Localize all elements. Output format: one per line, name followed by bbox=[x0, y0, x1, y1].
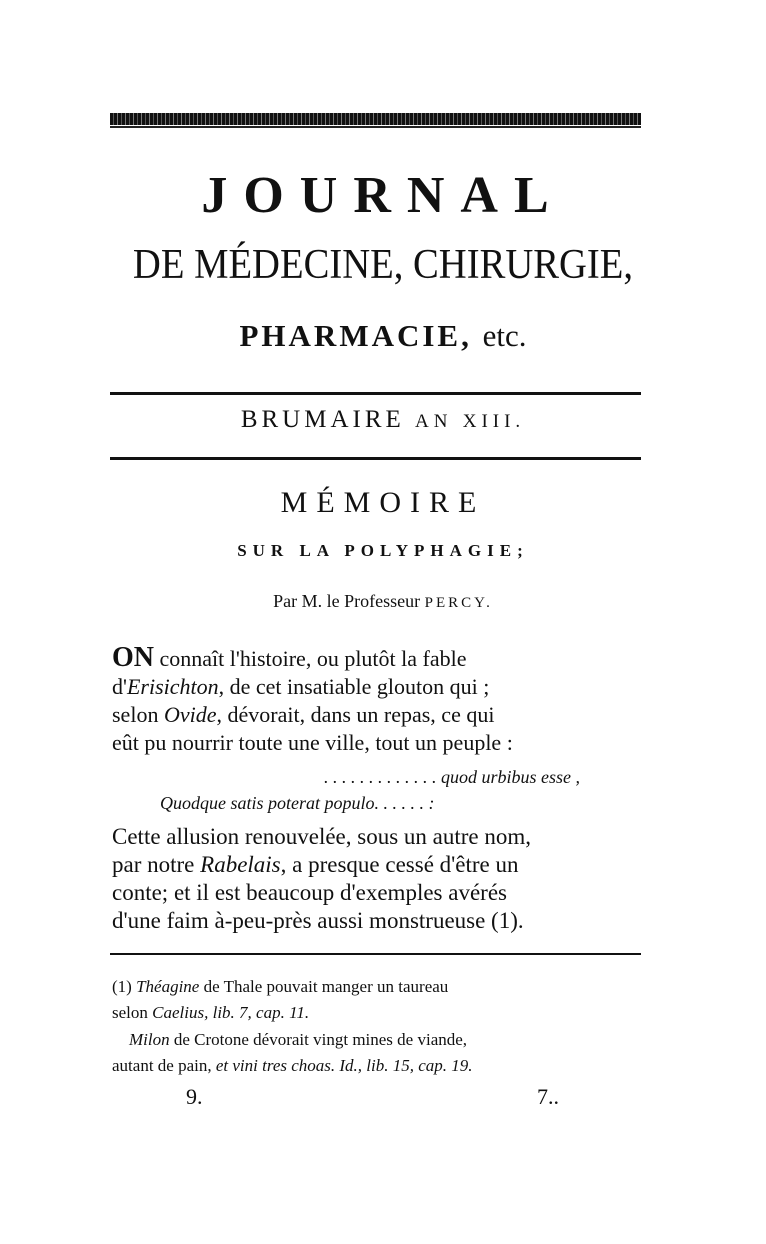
author-prefix: Par M. le Professeur bbox=[273, 591, 421, 611]
pharmacie-word: PHARMACIE, bbox=[239, 318, 472, 353]
name-erisichton: Erisichton bbox=[126, 674, 219, 699]
issue-an: AN bbox=[415, 411, 453, 432]
footnote-text-2: de Crotone dévorait vingt mines de viande, bbox=[173, 1030, 468, 1049]
header-ornament-rule bbox=[110, 113, 641, 125]
footnote-line4-italic: et vini tres choas. Id., lib. bbox=[215, 1056, 389, 1075]
header-ornament-underline bbox=[110, 126, 641, 128]
article-title: MÉMOIRE bbox=[280, 486, 486, 519]
name-ovide: Ovide bbox=[163, 702, 217, 727]
footnote-1 bbox=[112, 974, 652, 1026]
dropcap: ON bbox=[112, 642, 154, 673]
journal-subtitle: DE MÉDECINE, CHIRURGIE, bbox=[132, 242, 634, 288]
journal-subtitle-pharmacie bbox=[0, 318, 766, 354]
paragraph-1 bbox=[112, 644, 652, 757]
article-subject: SUR LA POLYPHAGIE; bbox=[237, 541, 529, 560]
name-milon: Milon bbox=[129, 1030, 170, 1049]
name-rabelais: Rabelais bbox=[200, 852, 281, 877]
footnote-line2-post: , lib. 7, cap. 11. bbox=[204, 1003, 310, 1022]
footnote-line-2 bbox=[112, 1000, 652, 1026]
author-name: PERCY. bbox=[424, 595, 493, 611]
footnote-divider bbox=[110, 953, 641, 955]
paragraph-1-line-4: eût pu nourrir toute une ville, tout un peuple : bbox=[112, 730, 513, 755]
verse-line-1: . . . . . . . . . . . . . quod urbibus esse , bbox=[324, 767, 580, 787]
paragraph-1-line-1 bbox=[112, 644, 652, 673]
footnote-2 bbox=[112, 1027, 652, 1079]
p1-line2-post: , de cet insatiable glouton qui ; bbox=[218, 674, 490, 699]
signature-mark-left: 9. bbox=[186, 1084, 203, 1109]
paragraph-2-line-4: d'une faim à-peu-près aussi monstrueuse (1). bbox=[112, 908, 524, 933]
footnote-line-1 bbox=[112, 974, 652, 1000]
issue-date bbox=[0, 406, 766, 434]
footnote-line-4 bbox=[112, 1053, 652, 1079]
issue-month: BRUMAIRE bbox=[240, 406, 405, 433]
footnote-line-3 bbox=[112, 1027, 652, 1053]
p2-line2-post: , a presque cessé d'être un bbox=[280, 852, 519, 877]
p1-line1-text: connaît l'histoire, ou plutôt la fable bbox=[159, 646, 467, 671]
signature-mark-right: 7.. bbox=[537, 1084, 559, 1109]
footnote-text-1: de Thale pouvait manger un taureau bbox=[203, 977, 449, 996]
article-author bbox=[0, 591, 766, 612]
etc-word: etc. bbox=[482, 318, 527, 353]
issue-year: XIII. bbox=[462, 411, 526, 432]
footnote-line4-post: 15, cap. 19. bbox=[392, 1056, 473, 1075]
name-theagine: Théagine bbox=[136, 977, 200, 996]
paragraph-1-line-3 bbox=[112, 701, 652, 729]
paragraph-2 bbox=[112, 823, 652, 935]
p1-line3-post: , dévorait, dans un repas, ce qui bbox=[216, 702, 495, 727]
name-caelius: Caelius bbox=[152, 1003, 205, 1022]
p2-line2-pre: par notre bbox=[112, 852, 195, 877]
paragraph-2-line-1: Cette allusion renouvelée, sous un autre nom, bbox=[112, 824, 532, 849]
verse-line-2: Quodque satis poterat populo. . . . . . : bbox=[160, 793, 435, 813]
divider-top bbox=[110, 392, 641, 395]
paragraph-2-line-3: conte; et il est beaucoup d'exemples avérés bbox=[112, 880, 507, 905]
paragraph-1-line-2 bbox=[112, 673, 652, 701]
footnote-line2-pre: selon bbox=[112, 1003, 148, 1022]
paragraph-2-line-2 bbox=[112, 851, 652, 879]
journal-title: JOURNAL bbox=[201, 167, 565, 224]
footnote-mark: (1) bbox=[112, 977, 132, 996]
p1-line2-pre: d' bbox=[112, 674, 127, 699]
footnote-line4-pre: autant de pain, bbox=[112, 1056, 212, 1075]
divider-middle bbox=[110, 457, 641, 460]
p1-line3-pre: selon bbox=[112, 702, 159, 727]
